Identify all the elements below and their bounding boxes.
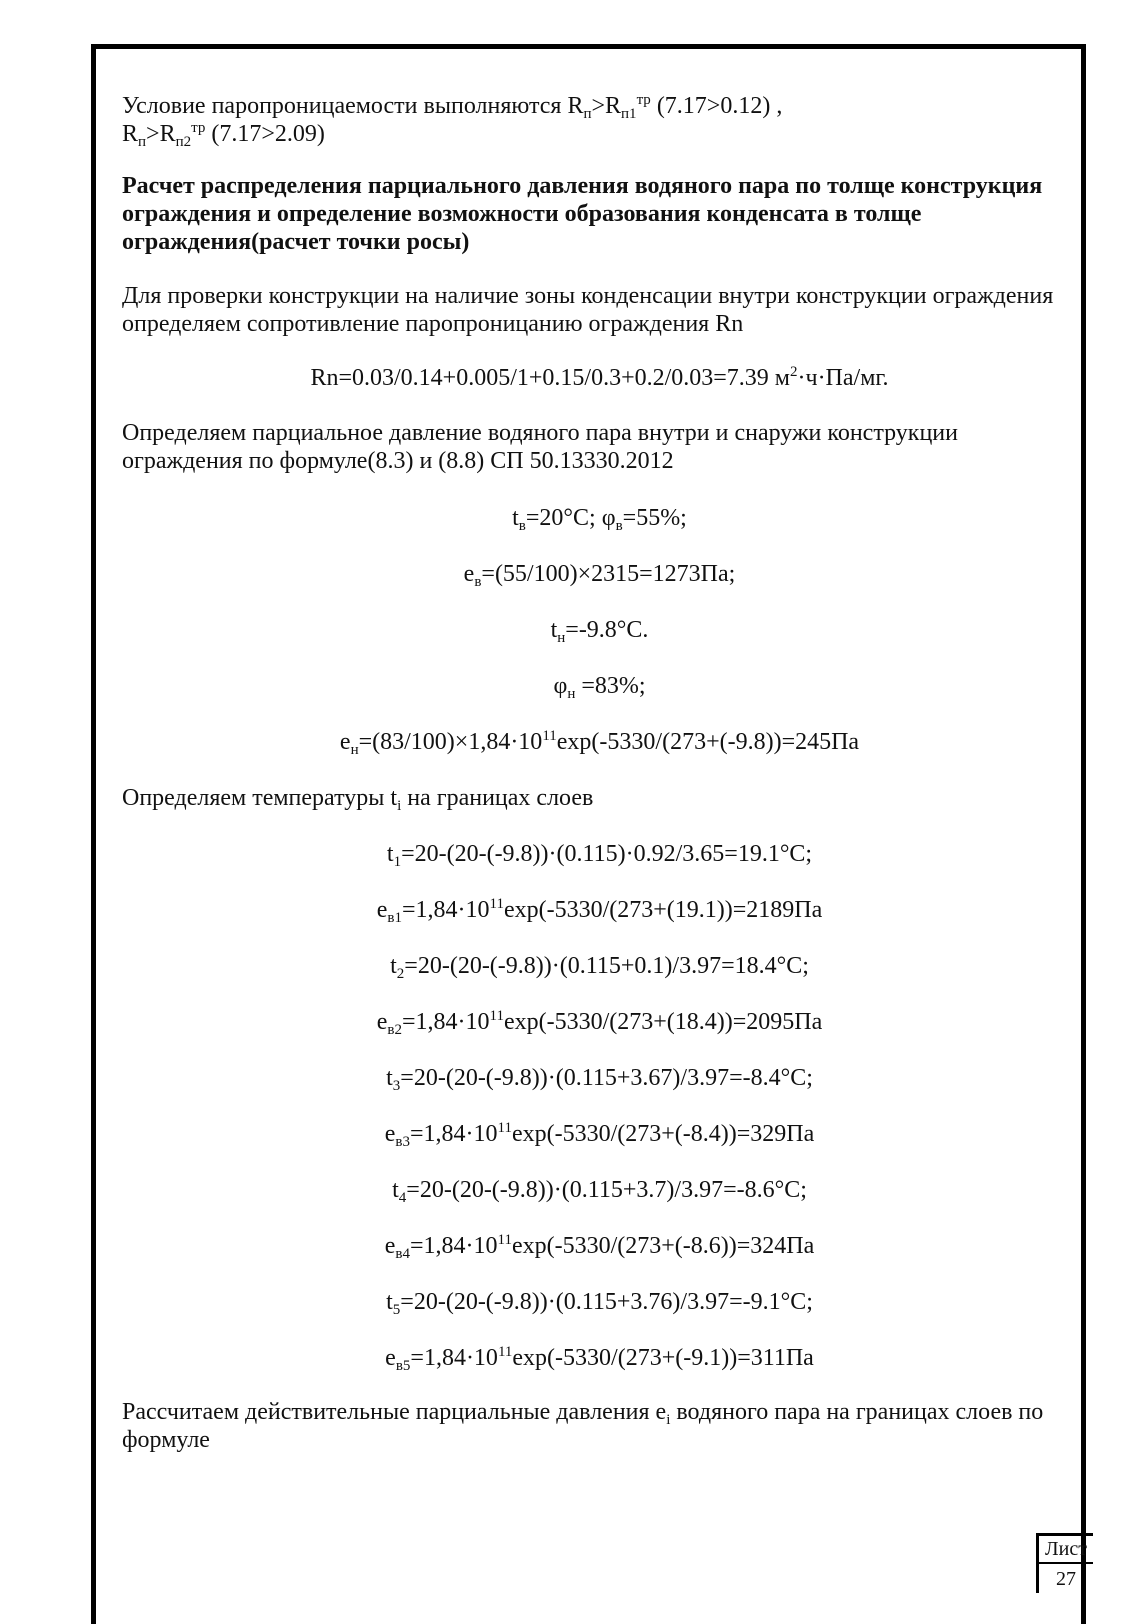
equation-tn: $t_н=-9.8^\circ С$. [550,617,649,646]
equation-t4: $t_4=20-(20-(-9.8))\cdot(0.115+3.7)/3.97=-8.6^\circ С$; [392,1177,807,1206]
paragraph-actual-pressures: Рассчитаем действительные парциальные давления $e_i$ водяного пара на границах слоев по формуле [122,1399,1044,1453]
equation-ev3: $e_{в3}=1,84\cdot 10^{11}\exp(-5330/(273+(-8.4))=329Па$ [384,1120,815,1150]
sheet-label: Лист [1039,1536,1093,1564]
equation-t2: $t_2=20-(20-(-9.8))\cdot(0.115+0.1)/3.97=18.4^\circ С$; [390,953,809,982]
layer-equations [122,840,1077,1372]
equation-ev1: $e_{в1}=1,84\cdot 10^{11}\exp(-5330/(273+(19.1))=2189Па$ [376,896,823,926]
document-body [122,92,1077,1454]
paragraph-partial-pressure: Определяем парциальное давление водяного пара внутри и снаружи конструкции ограждения по формуле(8.3) и (8.8) СП 50.13330.2012 [122,420,958,474]
equation-en: $e_н=(83/100)\times 1,84\cdot 10^{11}\exp(-5330/(273+(-9.8))=245Па$ [339,728,860,758]
sheet-number: 27 [1056,1568,1076,1590]
equation-ev4: $e_{в4}=1,84\cdot 10^{11}\exp(-5330/(273+(-8.6))=324Па$ [384,1232,815,1262]
paragraph-resistance: Для проверки конструкции на наличие зоны конденсации внутри конструкции ограждения определяем сопротивление паропроницанию ограждения Rn [122,283,1054,337]
equation-t5: $t_5=20-(20-(-9.8))\cdot(0.115+3.76)/3.97=-9.1^\circ С$; [386,1289,813,1318]
equation-rn: Rn=0.03/0.14+0.005/1+0.15/0.3+0.2/0.03=7.39 $м^2\cdot ч\cdot Па/мг$. [310,364,889,391]
equation-phin: $\varphi_н =83\%$; [553,673,646,702]
sheet-stamp [1036,1533,1093,1593]
equation-ev: $e_в=(55/100)\times 2315=1273Па$; [463,561,736,590]
equation-t1: $t_1=20-(20-(-9.8))\cdot(0.115)\cdot 0.92/3.65=19.1^\circ С$; [386,841,813,870]
permeability-condition: Условие паропроницаемости выполняются $R_п>R_{п1}^{тр}$ (7.17>0.12) , $R_п>R_{п2}^{тр}$ (7.17>2.09) [122,92,783,150]
section-heading: Расчет распределения парциального давления водяного пара по толще конструкция ограждения и определение возможности образования конденсата в толще ограждения(расчет точки росы) [122,173,1043,255]
equation-ev2: $e_{в2}=1,84\cdot 10^{11}\exp(-5330/(273+(18.4))=2095Па$ [376,1008,823,1038]
equation-ev5: $e_{в5}=1,84\cdot 10^{11}\exp(-5330/(273+(-9.1))=311Па$ [385,1344,814,1374]
equation-tv: $t_в=20^\circ С$; $\varphi_в=55\%$; [512,505,687,534]
equation-t3: $t_3=20-(20-(-9.8))\cdot(0.115+3.67)/3.97=-8.4^\circ С$; [386,1065,813,1094]
paragraph-temperatures: Определяем температуры $t_i$ на границах слоев [122,785,594,814]
